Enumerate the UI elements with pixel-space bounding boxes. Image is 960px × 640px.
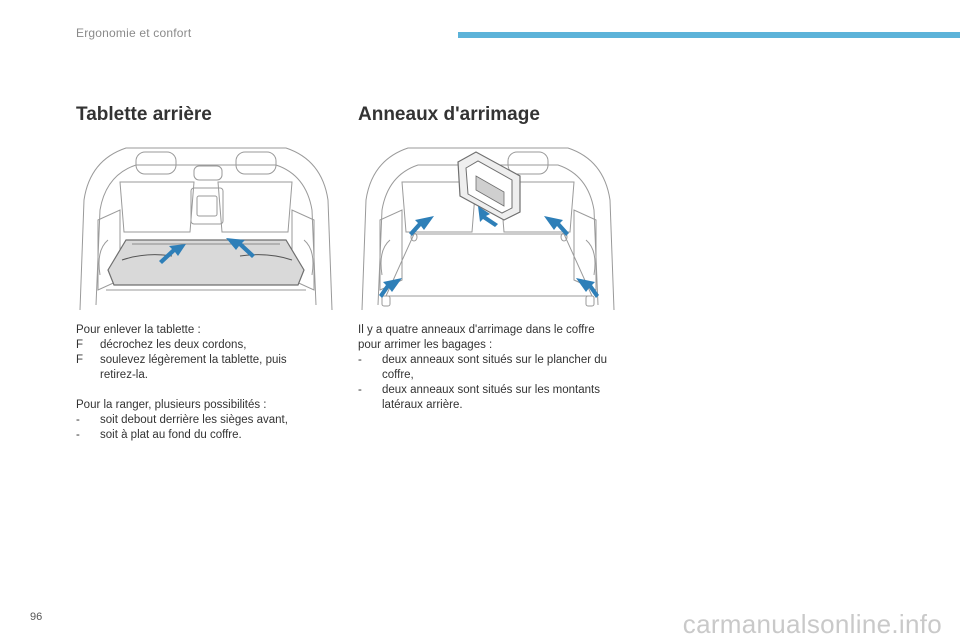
list-item [76,338,316,353]
tablette-instructions [76,323,316,443]
header-accent-bar [458,32,960,38]
list-marker: - [358,354,362,366]
section-title-tablette: Tablette arrière [76,104,212,125]
list-marker: - [76,414,80,426]
list-item [76,353,316,383]
list-item-text: soit à plat au fond du coffre. [100,429,242,441]
page-header-title: Ergonomie et confort [76,26,192,40]
tablette-storage-intro: Pour la ranger, plusieurs possibilités : [76,399,267,411]
list-marker: - [358,384,362,396]
page-number: 96 [30,611,43,623]
anneaux-intro: Il y a quatre anneaux d'arrimage dans le coffre pour arrimer les bagages : [358,324,595,351]
list-item-text: deux anneaux sont situés sur les montants latéraux arrière. [382,384,600,411]
list-item-text: soit debout derrière les sièges avant, [100,414,288,426]
parcel-shelf-illustration [76,140,336,315]
list-marker: F [76,339,84,351]
list-item-text: soulevez légèrement la tablette, puis retirez-la. [100,354,287,381]
list-item [358,353,620,383]
tie-down-rings-illustration [358,140,618,315]
watermark: carmanualsonline.info [682,609,942,639]
list-marker: - [76,429,80,441]
anneaux-description [358,323,620,413]
tablette-intro: Pour enlever la tablette : [76,324,201,336]
list-marker: F [76,354,84,366]
list-item [76,428,316,443]
list-item [358,383,620,413]
list-item-text: décrochez les deux cordons, [100,339,247,351]
list-item [76,413,316,428]
section-title-anneaux: Anneaux d'arrimage [358,104,540,125]
list-item-text: deux anneaux sont situés sur le plancher du coffre, [382,354,608,381]
